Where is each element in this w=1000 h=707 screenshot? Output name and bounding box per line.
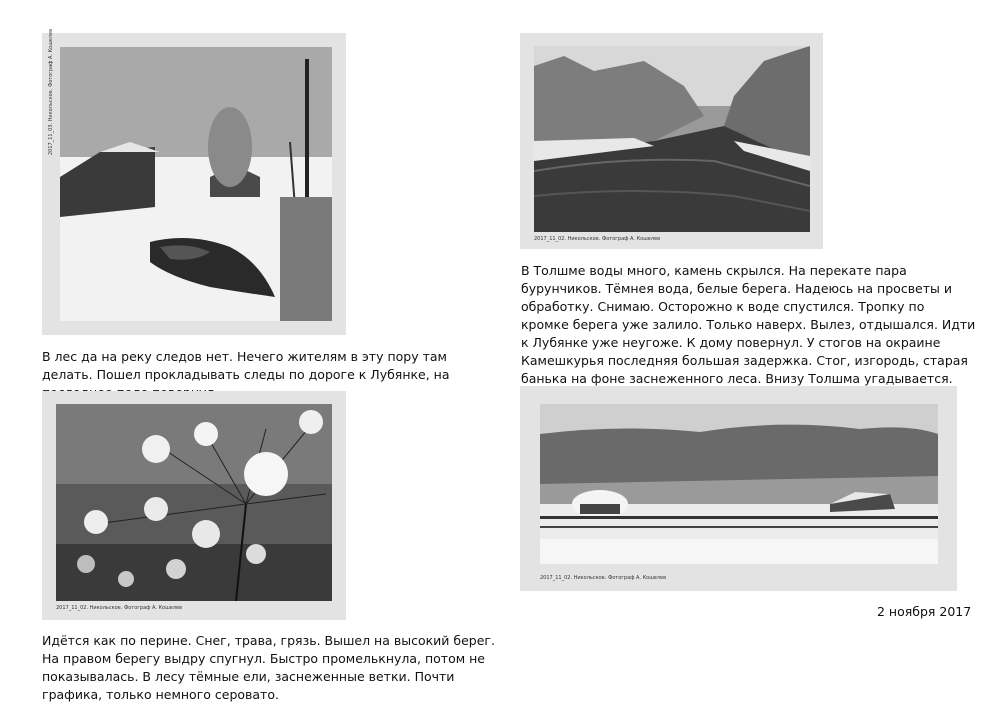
photo-plant: [56, 404, 332, 601]
photo-panorama: [540, 404, 938, 564]
photo-caption-village: 2017_11_03. Никольское. Фотограф А. Кошелев: [48, 28, 54, 155]
photo-caption-panorama: 2017_11_02. Никольское. Фотограф А. Кошелев: [540, 575, 667, 581]
date-label: 2 ноября 2017: [877, 604, 972, 619]
paragraph-river-walk: В Толшме воды много, камень скрылся. На перекате пара бурунчиков. Тёмнея вода, белые берега. Надеюсь на просветы и обработку. Снимаю. Осторожно к воде спустился. Тропку по кромке берега уже залило. Только наверх. Вылез, отдышался. Идти к Лубянке уже неугоже. К дому повернул. У стогов на окраине Камешкурья последняя большая задержка. Стог, изгородь, старая банька на фоне заснеженного леса. Внизу Толшма угадывается.: [521, 263, 976, 386]
paragraph-field: Идётся как по перине. Снег, трава, грязь. Вышел на высокий берег. На правом берегу выдру спугнул. Быстро промелькнула, потом не показывалась. В лесу тёмные ели, заснеженные ветки. Почти графика, только немного серовато.: [42, 633, 495, 702]
photo-caption-river: 2017_11_02. Никольское. Фотограф А. Кошелев: [534, 236, 661, 242]
paragraph-road: В лес да на реку следов нет. Нечего жителям в эту пору там делать. Пошел прокладывать следы по дороге к Лубянке, на: [42, 349, 450, 382]
photo-caption-plant: 2017_11_02. Никольское. Фотограф А. Кошелев: [56, 605, 183, 611]
photo-village: [60, 47, 332, 321]
photo-river: [534, 46, 810, 232]
